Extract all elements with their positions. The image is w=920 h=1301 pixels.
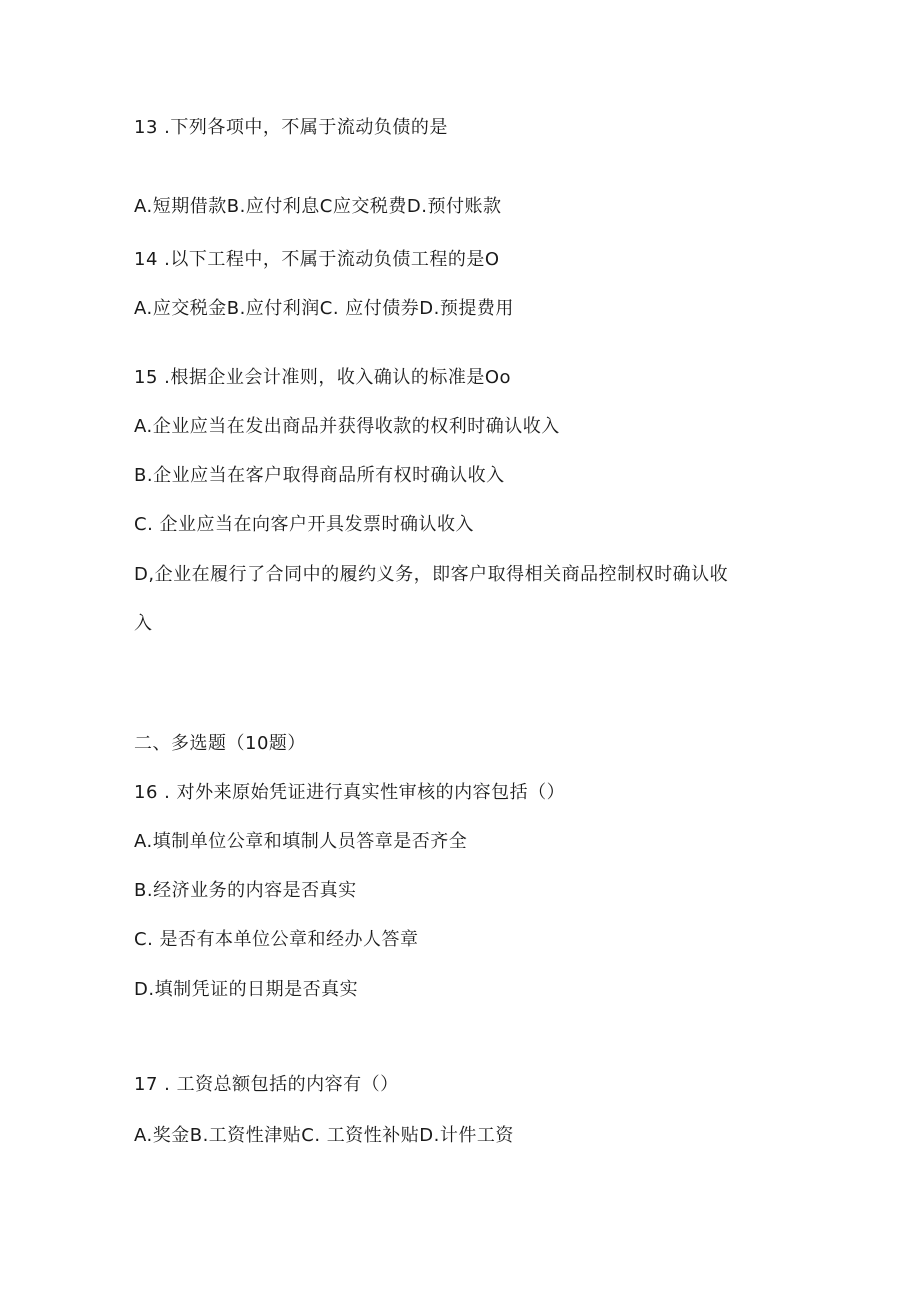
question-15-option-d-cont: 入 (134, 613, 153, 634)
question-17: 17 . 工资总额包括的内容有（） (134, 1074, 399, 1095)
question-14: 14 .以下工程中，不属于流动负债工程的是O (134, 249, 500, 270)
question-16-option-d: D.填制凭证的日期是否真实 (134, 979, 359, 1000)
section-heading: 二、多选题（10题） (134, 733, 306, 754)
question-14-options: A.应交税金B.应付利润C. 应付债券D.预提费用 (134, 298, 514, 319)
question-15: 15 .根据企业会计准则，收入确认的标准是Oo (134, 367, 512, 388)
question-17-options: A.奖金B.工资性津贴C. 工资性补贴D.计件工资 (134, 1125, 514, 1146)
question-15-option-d: D,企业在履行了合同中的履约义务，即客户取得相关商品控制权时确认收 (134, 564, 729, 585)
question-16-option-c: C. 是否有本单位公章和经办人答章 (134, 929, 419, 950)
question-16: 16 . 对外来原始凭证进行真实性审核的内容包括（） (134, 782, 566, 803)
question-13-options: A.短期借款B.应付利息C应交税费D.预付账款 (134, 196, 502, 217)
question-15-option-a: A.企业应当在发出商品并获得收款的权利时确认收入 (134, 416, 560, 437)
question-15-option-b: B.企业应当在客户取得商品所有权时确认收入 (134, 465, 505, 486)
question-13: 13 .下列各项中，不属于流动负债的是 (134, 117, 448, 138)
question-16-option-b: B.经济业务的内容是否真实 (134, 880, 357, 901)
question-16-option-a: A.填制单位公章和填制人员答章是否齐全 (134, 831, 468, 852)
question-15-option-c: C. 企业应当在向客户开具发票时确认收入 (134, 514, 475, 535)
